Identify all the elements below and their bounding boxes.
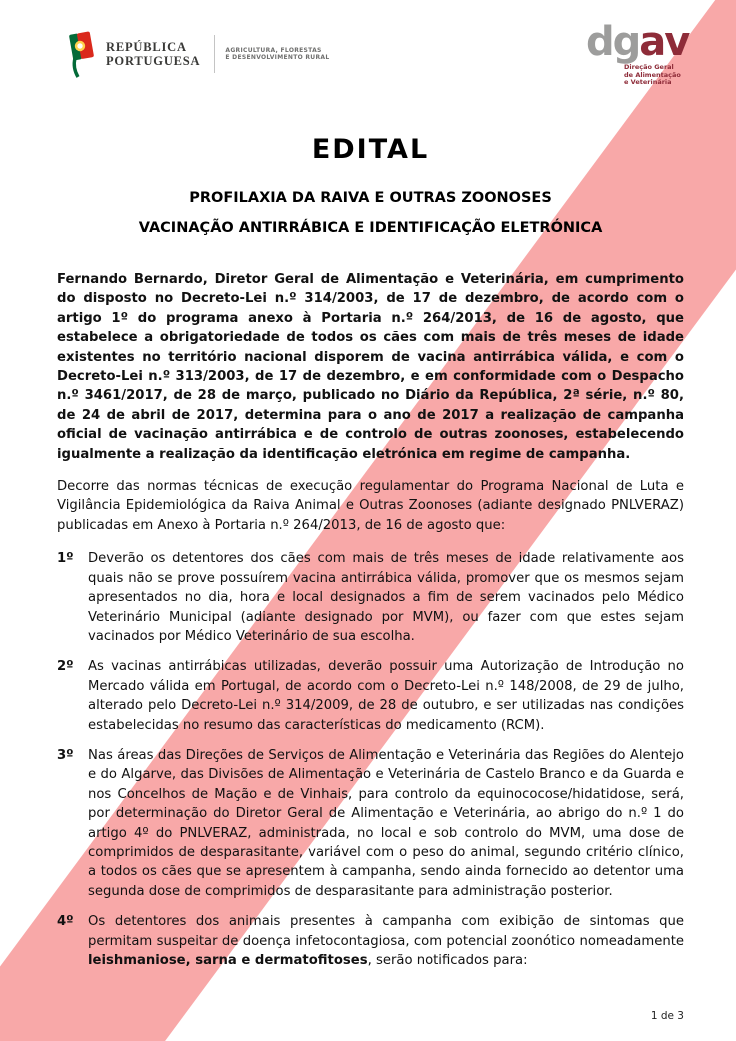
item-1	[57, 549, 684, 646]
item-3-text: Nas áreas das Direções de Serviços de Alimentação e Veterinária das Regiões do Alentejo e do Algarve, das Divisões de Alimentação e Veterinária de Castelo Branco e da Guarda e nos Concelhos de Mação e de Vinhais, para controlo da equinococose/hidatidose, será, por determinação do Diretor Geral de Alimentação e Veterinária, ao abrigo do n.º 1 do artigo 4º do PNLVERAZ, administrada, no local e sob controlo do MVM, uma dose de comprimidos de desparasitante, variável com o peso do animal, segundo critério clínico, a todos os cães que se apresentem à campanha, sendo ainda fornecido ao detentor uma segunda dose de comprimidos de desparasitante para administração posterior.	[88, 747, 684, 899]
item-3-number: 3º	[57, 747, 74, 763]
item-4-text-bold: leishmaniose, sarna e dermatofitoses	[88, 953, 368, 968]
item-3	[57, 746, 684, 901]
ministry-line1: AGRICULTURA, FLORESTAS	[225, 46, 322, 54]
ministry-line2: E DESENVOLVIMENTO RURAL	[225, 54, 330, 61]
dgav-caption-line1: Direção Geral	[624, 63, 674, 71]
item-2-number: 2º	[57, 659, 74, 675]
gov-name-line2: PORTUGUESA	[106, 54, 201, 68]
item-4-text	[88, 912, 684, 970]
numbered-items	[57, 549, 684, 970]
item-4-text-end: , serão notificados para:	[367, 953, 528, 968]
item-4	[57, 912, 684, 970]
item-4-text-start: Os detentores dos animais presentes à campanha com exibição de sintomas que permitam suspeitar de doença infetocontagiosa, com potencial zoonótico nomeadamente	[88, 914, 684, 949]
item-2-text: As vacinas antirrábicas utilizadas, deverão possuir uma Autorização de Introdução no Mercado válida em Portugal, de acordo com o Decreto-Lei n.º 148/2008, de 29 de julho, alterado pelo Decreto-Lei n.º 314/2009, de 28 de outubro, e ser utilizadas nas condições estabelecidas no resumo das características do medicamento (RCM).	[88, 659, 684, 733]
gov-name-line1: REPÚBLICA	[106, 40, 187, 54]
page-title: EDITAL	[311, 134, 430, 165]
dgav-caption-line2: de Alimentação	[624, 70, 681, 79]
item-1-text: Deverão os detentores dos cães com mais de três meses de idade relativamente aos quais não se prove possuírem vacina antirrábica válida, promover que os mesmos sejam apresentados no dia, hora e local designados a fim de serem vacinados pelo Médico Veterinário Municipal (adiante designado por MVM), ou fazer com que estes sejam vacinados por Médico Veterinário de sua escolha.	[88, 551, 684, 644]
page-number: 1 de 3	[650, 1010, 684, 1022]
dgav-wordmark-red: av	[639, 19, 689, 65]
intro-paragraph: Fernando Bernardo, Diretor Geral de Alimentação e Veterinária, em cumprimento do disposto no Decreto-Lei n.º 314/2003, de 17 de dezembro, de acordo com o artigo 1º do programa anexo à Portaria n.º 264/2013, de 16 de agosto, que estabelece a obrigatoriedade de todos os cães com mais de três meses de idade existentes no território nacional disporem de vacina antirrábica válida, e com o Decreto-Lei n.º 313/2003, de 17 de dezembro, e em conformidade com o Despacho n.º 3461/2017, de 28 de março, publicado no Diário da República, 2ª série, n.º 80, de 24 de abril de 2017, determina para o ano de 2017 a realização de campanha oficial de vacinação antirrábica e de controlo de outras zoonoses, estabelecendo igualmente a realização da identificação eletrónica em regime de campanha.	[57, 272, 684, 462]
item-2	[57, 657, 684, 735]
second-paragraph: Decorre das normas técnicas de execução regulamentar do Programa Nacional de Luta e Vigilância Epidemiológica da Raiva Animal e Outras Zoonoses (adiante designado PNLVERAZ) publicadas em Anexo à Portaria n.º 264/2013, de 16 de agosto que:	[57, 479, 684, 533]
dgav-wordmark-gray: dg	[586, 19, 640, 65]
subtitle-line2: VACINAÇÃO ANTIRRÁBICA E IDENTIFICAÇÃO ELETRÓNICA	[138, 220, 603, 236]
subtitle-line1: PROFILAXIA DA RAIVA E OUTRAS ZOONOSES	[189, 190, 552, 206]
item-1-number: 1º	[57, 551, 74, 567]
document-body	[57, 0, 684, 970]
item-4-number: 4º	[57, 914, 74, 930]
dgav-caption-line3: e Veterinária	[624, 78, 672, 86]
